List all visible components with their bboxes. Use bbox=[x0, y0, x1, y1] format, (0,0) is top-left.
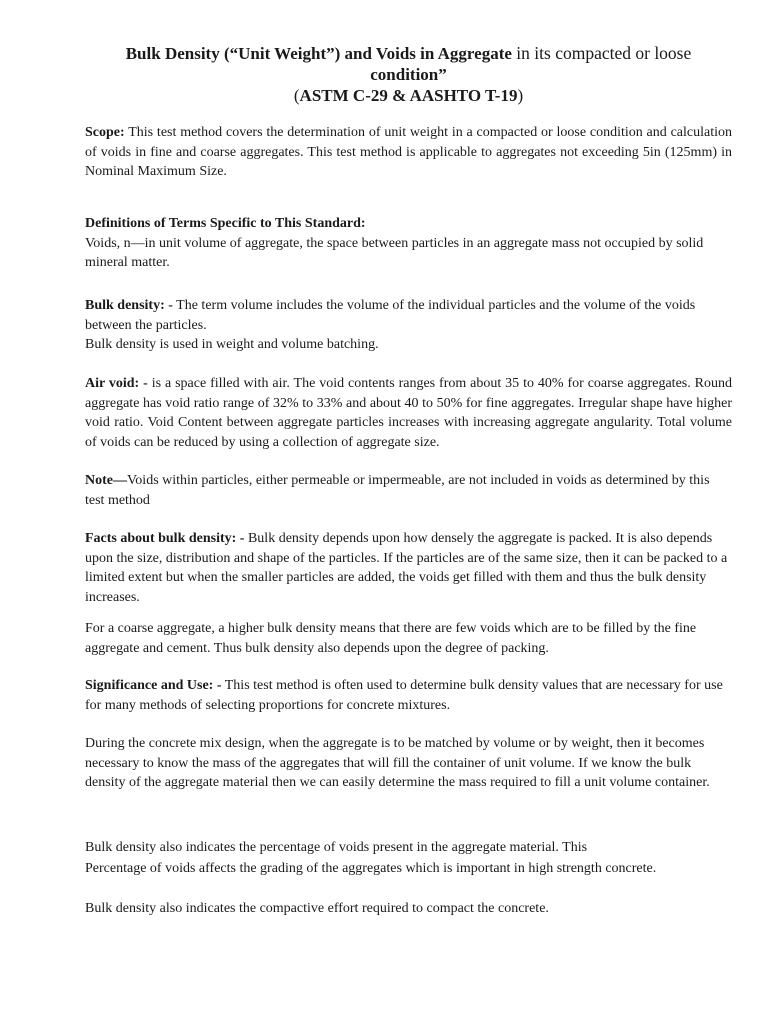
bulk-density-line-2: Bulk density is used in weight and volume batching. bbox=[85, 337, 379, 352]
title-open-paren: ( bbox=[293, 86, 300, 105]
significance-section bbox=[85, 676, 732, 715]
facts-section bbox=[85, 529, 732, 607]
percentage-line-2: Percentage of voids affects the grading of the aggregates which is important in high strength concrete. bbox=[85, 861, 657, 876]
note-text: Voids within particles, either permeable or impermeable, are not included in voids as determined by this test method bbox=[85, 473, 710, 508]
title-close-paren: ) bbox=[517, 86, 524, 105]
mix-design-section bbox=[85, 734, 732, 793]
facts-text: Bulk density depends upon how densely the aggregate is packed. It is also depends upon the size, distribution and shape of the particles. If the particles are of the same size, then it can be packed to a limited extent but when the smaller particles are added, the voids get filled with them and thus the bulk density increases. bbox=[85, 531, 728, 605]
definitions-text: Voids, n—in unit volume of aggregate, the space between particles in an aggregate mass not occupied by solid mineral matter. bbox=[85, 235, 704, 270]
title-line-3 bbox=[85, 85, 732, 107]
air-void-paragraph bbox=[85, 374, 732, 452]
percentage-section bbox=[85, 837, 732, 879]
title-line-2: condition” bbox=[370, 65, 447, 84]
scope-label: Scope: bbox=[85, 125, 125, 140]
percentage-line-1: Bulk density also indicates the percentage of voids present in the aggregate material. This bbox=[85, 840, 588, 855]
scope-section bbox=[85, 123, 732, 182]
air-void-text: is a space filled with air. The void contents ranges from about 35 to 40% for coarse aggregates. Round aggregate has void ratio range of 32% to 33% and about 40 to 50% for fine aggregates. Irregular shape have higher void ratio. Void Content between aggregate particles increases with increasing aggregate angularity. Total volume of voids can be reduced by using a collection of aggregate size. bbox=[85, 376, 732, 450]
compactive-paragraph: Bulk density also indicates the compactive effort required to compact the concrete. bbox=[85, 901, 549, 916]
bulk-density-section bbox=[85, 296, 732, 355]
note-label: Note— bbox=[85, 473, 127, 488]
scope-text: This test method covers the determination of unit weight in a compacted or loose condition and calculation of voids in fine and coarse aggregates. This test method is applicable to aggregates not exceeding 5in (125mm) in Nominal Maximum Size. bbox=[85, 125, 732, 179]
significance-paragraph bbox=[85, 676, 732, 715]
coarse-aggregate-section bbox=[85, 619, 732, 658]
definitions-section bbox=[85, 214, 732, 273]
title-regular-part: in its compacted or loose bbox=[511, 43, 692, 63]
title-bold-part: Bulk Density (“Unit Weight”) and Voids in Aggregate bbox=[125, 44, 512, 63]
facts-paragraph bbox=[85, 529, 732, 607]
title-line-1 bbox=[85, 42, 732, 65]
significance-text: This test method is often used to determine bulk density values that are necessary for use for many methods of selecting proportions for concrete mixtures. bbox=[85, 678, 723, 713]
document-title bbox=[85, 42, 732, 107]
significance-label: Significance and Use: - bbox=[85, 678, 222, 693]
bulk-density-label: Bulk density: - bbox=[85, 298, 173, 313]
scope-paragraph bbox=[85, 123, 732, 182]
note-section bbox=[85, 471, 732, 510]
mix-design-paragraph: During the concrete mix design, when the aggregate is to be matched by volume or by weight, then it becomes necessary to know the mass of the aggregates that will fill the container of unit volume. If we know the bulk density of the aggregate material then we can easily determine the mass required to fill a unit volume container. bbox=[85, 736, 710, 790]
standard-reference: ASTM C-29 & AASHTO T-19 bbox=[299, 86, 518, 105]
definitions-heading: Definitions of Terms Specific to This Standard: bbox=[85, 216, 366, 231]
bulk-density-paragraph bbox=[85, 296, 732, 335]
air-void-section bbox=[85, 374, 732, 452]
compactive-section bbox=[85, 899, 732, 919]
coarse-aggregate-paragraph: For a coarse aggregate, a higher bulk density means that there are few voids which are to be filled by the fine aggregate and cement. Thus bulk density also depends upon the degree of packing. bbox=[85, 621, 697, 656]
facts-label: Facts about bulk density: - bbox=[85, 531, 245, 546]
air-void-label: Air void: - bbox=[85, 376, 148, 391]
bulk-density-text: The term volume includes the volume of the individual particles and the volume of the voids between the particles. bbox=[85, 298, 696, 333]
note-paragraph bbox=[85, 471, 732, 510]
